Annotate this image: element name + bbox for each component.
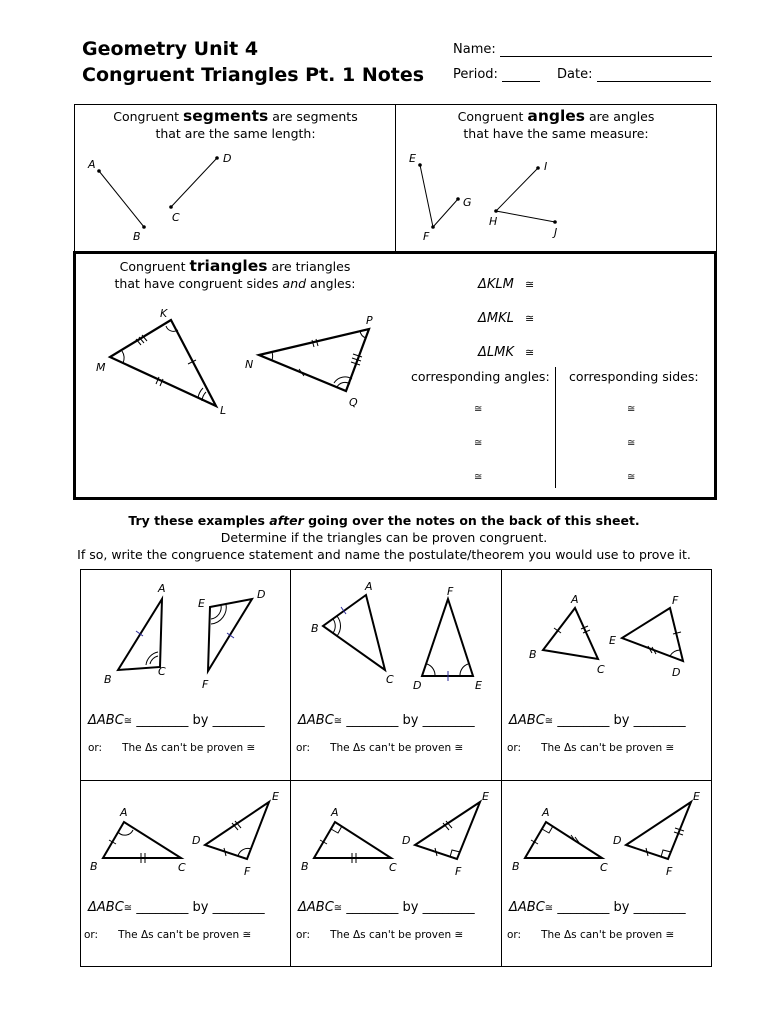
angles-post: are angles (585, 109, 655, 124)
ex4-cong: ≅ (123, 903, 133, 914)
ex1-label-f: F (202, 678, 209, 691)
triangles-post: are triangles (267, 259, 351, 274)
ex5-label-d: D (402, 834, 411, 847)
segments-pre: Congruent (113, 109, 184, 124)
label-b: B (133, 230, 141, 243)
angles-bold: angles (527, 107, 586, 125)
triangle-klm (110, 320, 216, 406)
ex1-label-e: E (198, 597, 205, 610)
ex3-label-b: B (529, 648, 537, 661)
statement-lmk-text: ΔLMK (478, 345, 514, 360)
period-label: Period: (453, 67, 498, 82)
ex5-blank-2[interactable]: ________ (422, 900, 475, 915)
ex4-label-b: B (90, 860, 98, 873)
ex6-label-c: C (600, 861, 608, 874)
ex5-label-b: B (301, 860, 309, 873)
ex6-label-d: D (613, 834, 622, 847)
triangles-line2-post: angles: (306, 276, 356, 291)
instructions-post: going over the notes on the back of this sheet. (303, 513, 640, 528)
ex5-triangle-def (415, 802, 480, 859)
ex4-by: by (192, 900, 209, 915)
statement-mkl-cong: ≅ (524, 312, 535, 325)
ex1-blank-1[interactable]: ________ (136, 713, 189, 728)
label-l: L (220, 404, 227, 417)
ex6-cant: The Δs can't be proven ≅ (541, 929, 675, 941)
label-h: H (489, 215, 498, 228)
ex2-label-c: C (386, 673, 394, 686)
ex1-cant: The Δs can't be proven ≅ (122, 742, 256, 754)
triangles-bold: triangles (189, 257, 268, 275)
ex4-blank-2[interactable]: ________ (212, 900, 265, 915)
example-6-or (507, 929, 674, 941)
label-i: I (544, 160, 548, 173)
label-j: J (554, 226, 558, 239)
example-5-answer (298, 900, 475, 915)
ex2-cong: ≅ (333, 716, 343, 727)
segments-angles-figures (0, 0, 768, 260)
ex2-label-b: B (311, 622, 319, 635)
ex1-label-c: C (158, 665, 166, 678)
instructions-line-2: Determine if the triangles can be proven congruent. (220, 530, 548, 545)
angle-l-mark-1 (198, 388, 203, 398)
ex2-label-f: F (447, 585, 454, 598)
ex3-cong: ≅ (544, 716, 554, 727)
ex5-cong: ≅ (333, 903, 343, 914)
corr-angle-2: ≅ (474, 438, 483, 449)
corr-angle-3: ≅ (474, 472, 483, 483)
corresponding-sides-label: corresponding sides: (569, 369, 699, 384)
ex3-triangle-def (622, 608, 683, 661)
statement-lmk (478, 341, 534, 360)
ex2-label-d: D (413, 679, 422, 692)
ex3-triangle-abc (543, 608, 598, 659)
corr-side-3: ≅ (627, 472, 636, 483)
ex6-blank-2[interactable]: ________ (633, 900, 686, 915)
segment-cd (171, 158, 217, 207)
label-m: M (96, 361, 106, 374)
statement-klm (478, 273, 534, 292)
label-d: D (223, 152, 232, 165)
ex5-by: by (402, 900, 419, 915)
ex6-label-a: A (542, 806, 550, 819)
ex6-by: by (613, 900, 630, 915)
name-label: Name: (453, 42, 496, 57)
instructions-ital: after (269, 513, 304, 528)
angle-n-mark (272, 352, 273, 360)
ex5-label-c: C (389, 861, 397, 874)
angle-efg (420, 165, 458, 227)
ex4-triangle-abc (103, 822, 181, 858)
ex5-stmt: ΔABC (298, 900, 334, 915)
ex4-stmt: ΔABC (88, 900, 124, 915)
ex5-label-e: E (482, 790, 489, 803)
ex5-blank-1[interactable]: ________ (346, 900, 399, 915)
instructions-pre: Try these examples (128, 513, 270, 528)
ex5-label-a: A (331, 806, 339, 819)
ex3-stmt: ΔABC (509, 713, 545, 728)
triangle-npq (259, 329, 369, 391)
ex6-or: or: (507, 929, 522, 941)
ex1-label-b: B (104, 673, 112, 686)
ex1-label-d: D (257, 588, 266, 601)
example-4-or (84, 929, 251, 941)
example-figures (0, 570, 768, 900)
ex2-label-e: E (475, 679, 482, 692)
corresponding-divider (555, 367, 556, 488)
ex4-label-f: F (244, 865, 251, 878)
ex4-label-a: A (120, 806, 128, 819)
instructions-line-1 (0, 513, 768, 528)
corr-side-2: ≅ (627, 438, 636, 449)
ex6-label-f: F (666, 865, 673, 878)
ex1-cong: ≅ (123, 716, 133, 727)
ex2-blank-2[interactable]: ________ (422, 713, 475, 728)
angles-pre: Congruent (457, 109, 528, 124)
angle-ihj (496, 168, 555, 222)
ex1-triangle-abc (118, 599, 162, 670)
label-q: Q (349, 396, 358, 409)
ex2-by: by (402, 713, 419, 728)
label-c: C (172, 211, 180, 224)
ex1-or: or: (88, 742, 103, 754)
ex5-label-f: F (455, 865, 462, 878)
example-5-or (296, 929, 463, 941)
ex3-or: or: (507, 742, 522, 754)
ex2-or: or: (296, 742, 311, 754)
ex5-triangle-abc (314, 822, 391, 858)
ex3-by: by (613, 713, 630, 728)
ex1-label-a: A (158, 582, 166, 595)
triangle-figures (0, 260, 400, 430)
ex2-triangle-def (422, 599, 473, 676)
ex3-label-a: A (571, 593, 579, 606)
title-line-1: Geometry Unit 4 (82, 38, 259, 60)
statement-mkl (478, 307, 534, 326)
instructions-line-3: If so, write the congruence statement and name the postulate/theorem you would use to prove it. (77, 547, 691, 562)
ex4-cant: The Δs can't be proven ≅ (118, 929, 252, 941)
label-g: G (463, 196, 472, 209)
label-e: E (409, 152, 416, 165)
ex4-label-d: D (192, 834, 201, 847)
ex6-cong: ≅ (544, 903, 554, 914)
ex3-label-c: C (597, 663, 605, 676)
ex3-label-e: E (609, 634, 616, 647)
statement-lmk-cong: ≅ (524, 346, 535, 359)
label-f: F (423, 230, 430, 243)
corr-angle-1: ≅ (474, 404, 483, 415)
segments-line2: that are the same length: (155, 126, 316, 141)
segments-bold: segments (183, 107, 269, 125)
ex3-blank-1[interactable]: ________ (557, 713, 610, 728)
ex1-blank-2[interactable]: ________ (212, 713, 265, 728)
ex2-blank-1[interactable]: ________ (346, 713, 399, 728)
triangles-pre: Congruent (119, 259, 190, 274)
ex2-stmt: ΔABC (298, 713, 334, 728)
ex2-cant: The Δs can't be proven ≅ (330, 742, 464, 754)
corr-side-1: ≅ (627, 404, 636, 415)
ex3-blank-2[interactable]: ________ (633, 713, 686, 728)
ex2-triangle-abc (323, 595, 385, 670)
statement-klm-text: ΔKLM (478, 277, 514, 292)
ex6-blank-1[interactable]: ________ (557, 900, 610, 915)
ex4-blank-1[interactable]: ________ (136, 900, 189, 915)
triangles-line2-pre: that have congruent sides (114, 276, 283, 291)
ex3-label-f: F (672, 594, 679, 607)
corresponding-angles-label: corresponding angles: (411, 369, 550, 384)
ex4-triangle-def (205, 802, 269, 859)
label-k: K (160, 307, 168, 320)
angle-m-mark (122, 351, 124, 363)
angles-line2: that have the same measure: (463, 126, 649, 141)
statement-mkl-text: ΔMKL (478, 311, 514, 326)
ex3-cant: The Δs can't be proven ≅ (541, 742, 675, 754)
ex6-label-e: E (693, 790, 700, 803)
ex4-label-c: C (178, 861, 186, 874)
title-line-2: Congruent Triangles Pt. 1 Notes (82, 64, 425, 86)
ex6-label-b: B (512, 860, 520, 873)
label-p: P (366, 314, 373, 327)
example-6-answer (509, 900, 686, 915)
statement-klm-cong: ≅ (524, 278, 535, 291)
ex5-or: or: (296, 929, 311, 941)
date-label: Date: (557, 67, 593, 82)
label-n: N (245, 358, 254, 371)
ex3-label-d: D (672, 666, 681, 679)
label-a: A (88, 158, 96, 171)
ex2-label-a: A (365, 580, 373, 593)
ex6-stmt: ΔABC (509, 900, 545, 915)
ex5-cant: The Δs can't be proven ≅ (330, 929, 464, 941)
ex4-label-e: E (272, 790, 279, 803)
segments-post: are segments (268, 109, 358, 124)
ex6-triangle-abc (525, 822, 602, 858)
ex4-or: or: (84, 929, 99, 941)
example-4-answer (88, 900, 265, 915)
triangles-line2-ital: and (282, 276, 307, 291)
segment-ab (99, 171, 144, 227)
ex1-stmt: ΔABC (88, 713, 124, 728)
ex1-by: by (192, 713, 209, 728)
